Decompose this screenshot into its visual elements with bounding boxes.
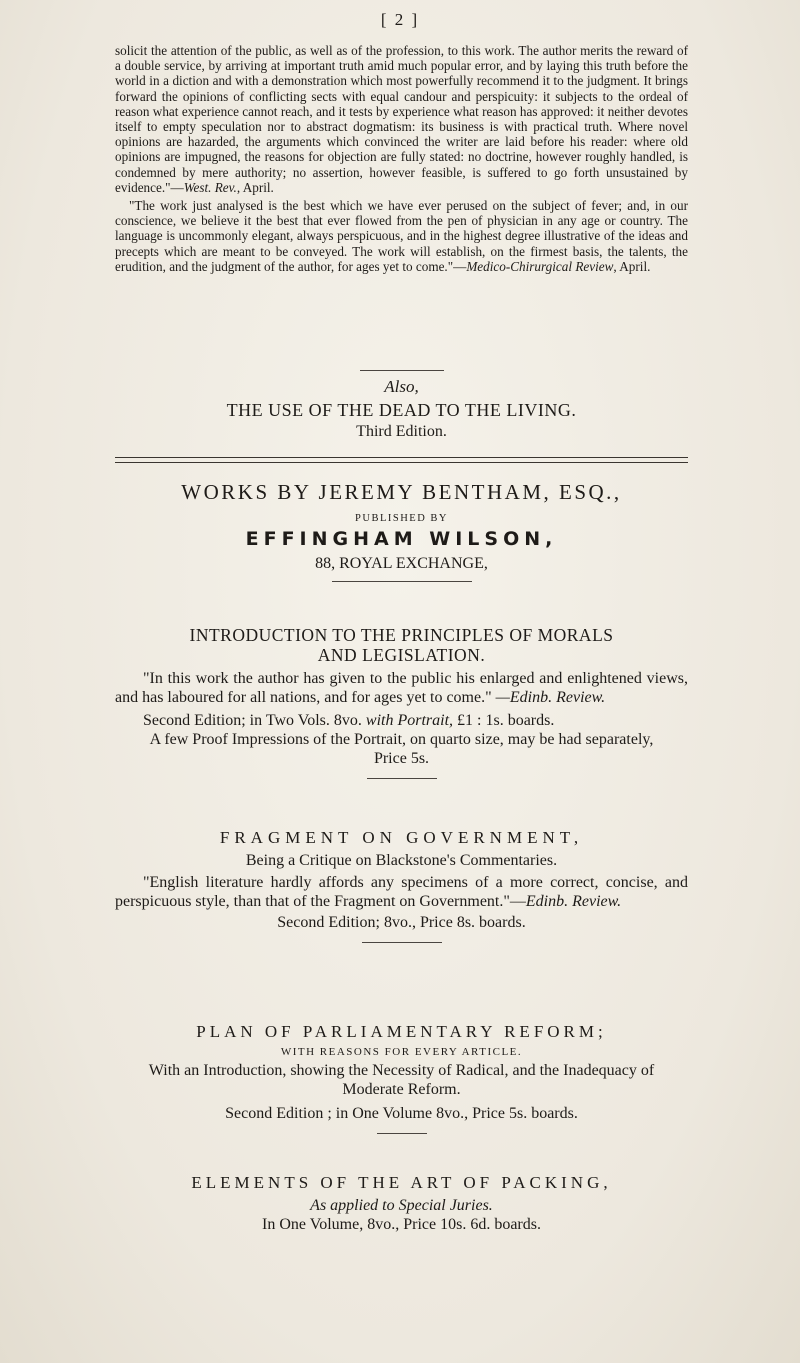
plan-subtitle: WITH REASONS FOR EVERY ARTICLE.: [280, 1046, 523, 1058]
packing-edition: In One Volume, 8vo., Price 10s. 6d. boards.: [262, 1216, 541, 1233]
fragment-subtitle: Being a Critique on Blackstone's Commentaries.: [245, 852, 558, 869]
intro-edition: Second Edition; in Two Vols. 8vo. with Portrait, £1 : 1s. boards.: [143, 712, 555, 729]
publisher-name: EFFINGHAM WILSON,: [245, 528, 558, 550]
review-quote-text: solicit the attention of the public, as well as of the profession, to this work. The author merits the reward of a double service, by arriving at important truth amid much popular error, and by laying this truth before the world in a diction and with a demonstration which most powerfully recommend it to the judgment. It brings forward the opinions of conflicting sects with equal candour and perspicuity: it subjects to the ordeal of reason what experience cannot reach, and it tests by experience what reason has approved: it neither devotes itself to empty speculation nor to abstract dogmatism: its business is with practical truth. Where novel opinions are hazarded, the arguments which convinced the writer are laid before his reader: where old opinions are impugned, the reasons for objection are fully stated: no doctrine, however roughly handled, is condemned by mere authority; no assertion, however feasible, is suffered to go forth unsustained by evidence."—: [115, 43, 688, 195]
packing-listing: [115, 1173, 688, 1234]
also-title: THE USE OF THE DEAD TO THE LIVING.: [226, 400, 577, 420]
double-rule: [115, 457, 688, 463]
works-heading: WORKS BY JEREMY BENTHAM, ESQ.,: [181, 480, 622, 504]
plan-listing: [115, 1022, 688, 1134]
intro-proof-note: A few Proof Impressions of the Portrait, on quarto size, may be had separately, Price 5s.: [149, 731, 654, 767]
fragment-listing: [115, 828, 688, 943]
review-source: Edinb. Review.: [525, 893, 622, 910]
divider: [332, 581, 472, 582]
fragment-review: "English literature hardly affords any specimens of a more correct, concise, and perspicuous style, than that of the Fragment on Government."—Edinb. Review.: [115, 874, 688, 910]
published-by-label: PUBLISHED BY: [355, 513, 448, 524]
works-header: [115, 480, 688, 582]
divider: [367, 778, 437, 779]
plan-description: With an Introduction, showing the Necessity of Radical, and the Inadequacy of Moderate Reform.: [148, 1062, 655, 1098]
intro-title: INTRODUCTION TO THE PRINCIPLES OF MORALS: [189, 625, 614, 645]
page-number: [ 2 ]: [380, 10, 420, 29]
plan-title: PLAN OF PARLIAMENTARY REFORM;: [196, 1022, 607, 1041]
review-quote-text: "The work just analysed is the best which we have ever perused on the subject of fever; and, in our conscience, we believe it the best that ever flowed from the pen of physician in any age or country. The language is uncommonly elegant, always perspicuous, and in the highest degree illustrative of the ideas and precepts which are meant to be conveyed. The work will establish, on the firmest basis, the talents, the erudition, and the judgment of the author, for ages yet to come."—: [115, 198, 688, 274]
review-source: —Edinb. Review.: [495, 689, 606, 706]
review-quotes: [115, 43, 688, 274]
packing-subtitle: As applied to Special Juries.: [310, 1197, 493, 1214]
review-source: West. Rev.: [183, 179, 237, 195]
fragment-title: FRAGMENT ON GOVERNMENT,: [219, 828, 584, 847]
review-source: Medico-Chirurgical Review: [466, 258, 614, 274]
plan-edition: Second Edition ; in One Volume 8vo., Price 5s. boards.: [225, 1105, 578, 1122]
also-edition: Third Edition.: [356, 423, 447, 440]
divider: [377, 1133, 427, 1134]
packing-title: ELEMENTS OF THE ART OF PACKING,: [191, 1173, 612, 1192]
review-quote-medico: [115, 198, 688, 274]
intro-title-line2: AND LEGISLATION.: [317, 645, 486, 665]
publisher-address: 88, ROYAL EXCHANGE,: [315, 555, 488, 572]
fragment-edition: Second Edition; 8vo., Price 8s. boards.: [277, 914, 526, 931]
intro-review: "In this work the author has given to the public his enlarged and enlightened views, and has laboured for all nations, and for ages yet to come." —Edinb. Review.: [115, 670, 688, 706]
divider: [360, 370, 444, 371]
divider: [362, 942, 442, 943]
review-date: , April.: [613, 258, 651, 274]
also-section: [115, 370, 688, 441]
review-date: , April.: [236, 179, 274, 195]
review-quote-west: [115, 43, 688, 195]
intro-listing: [115, 625, 688, 779]
also-label: Also,: [384, 377, 419, 396]
